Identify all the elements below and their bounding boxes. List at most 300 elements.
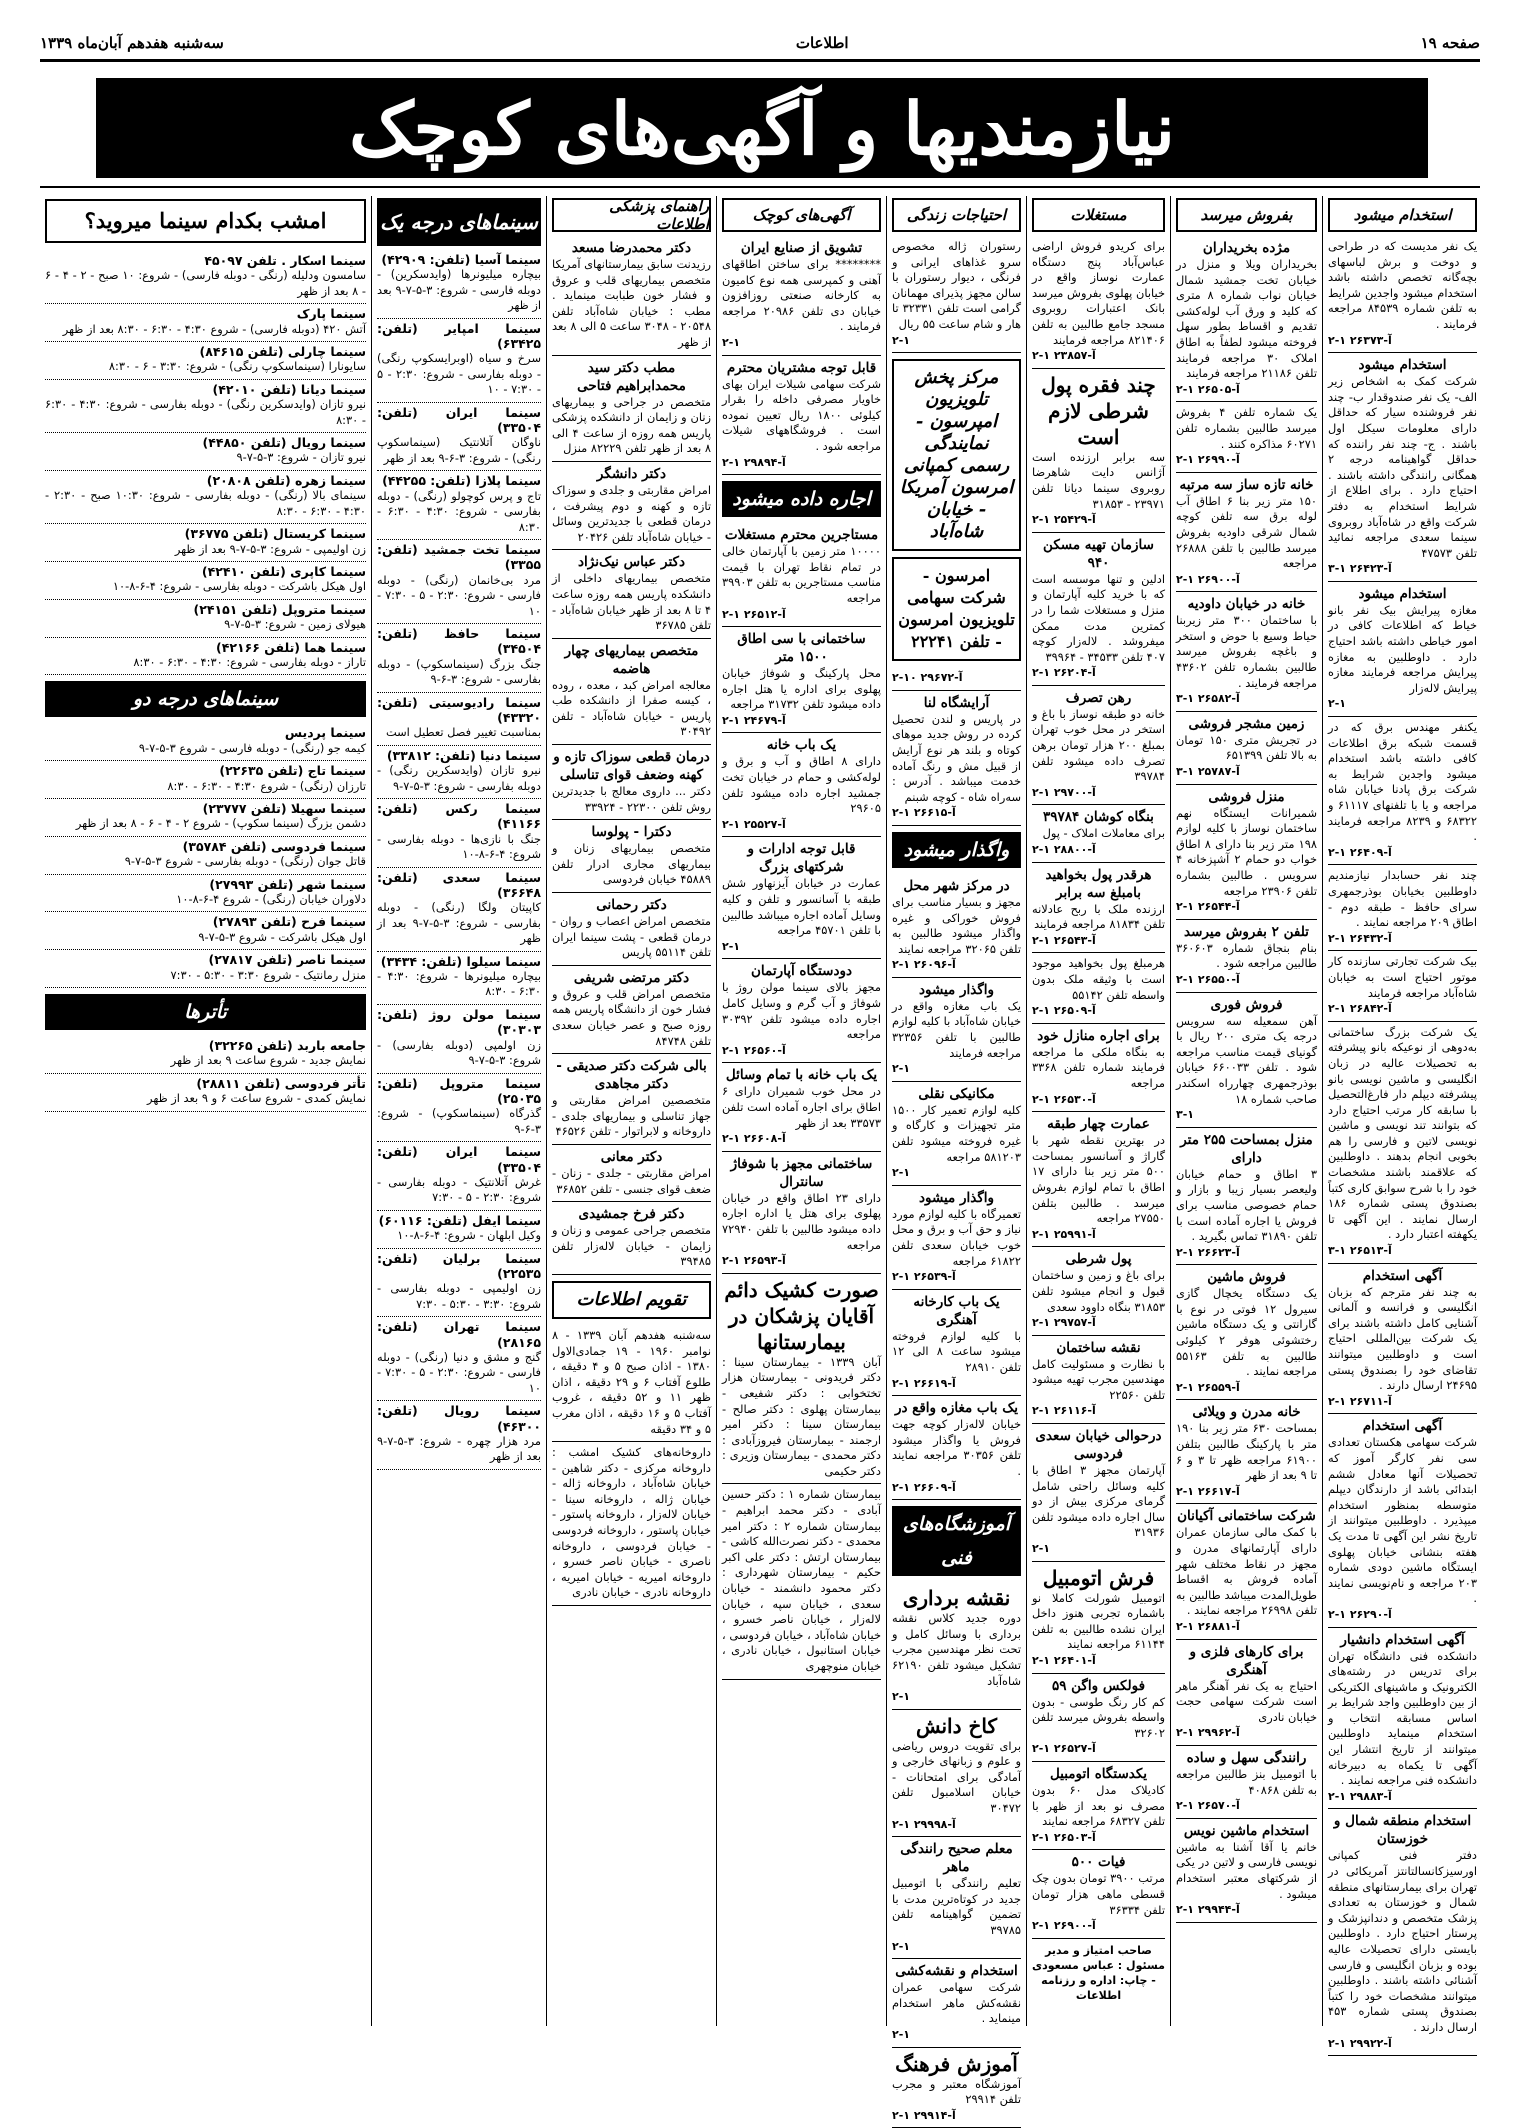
ad-title: واگذار میشود — [918, 1189, 995, 1206]
classified-ad — [892, 1082, 1021, 1186]
ad-title: برای اجاره منازل خود — [1037, 1027, 1160, 1044]
cinema-name: سینما اسکار . تلفن ۴۵۰۹۷ — [204, 253, 366, 268]
column-medical-guide — [546, 196, 716, 2026]
ad-code: ۲-۱ — [1328, 697, 1346, 711]
classified-ad — [892, 874, 1021, 978]
cinema-listing — [45, 799, 366, 837]
ad-body: دارای ۲۳ اطاق واقع در خیابان پهلوی برای هتل یا اداره اجاره داده میشود طالبین با تلفن ۷۲۹۴۰ مراجعه — [722, 1190, 881, 1252]
classified-ad — [552, 462, 711, 550]
ad-body: با نظارت و مسئولیت کامل مهندسین مجرب تهیه میشود تلفن ۲۲۵۶۰ — [1032, 1356, 1165, 1402]
ad-body: معالجه امراض کبد ، معده ، روده ، کیسه صفرا از دانشکده طب پاریس - خیابان شاه‌آباد - تلفن ۳۰۴۹۲ — [552, 677, 711, 739]
ad-title: استخدام میشود — [1358, 357, 1447, 374]
cinema-listing — [377, 868, 541, 952]
ad-code: ۲-۱ — [892, 1166, 910, 1180]
ad-code: ۲-۱ — [892, 2028, 910, 2041]
ad-code: ۲-۱ آ-۲۹۷۵۷ — [1032, 1316, 1096, 1330]
classified-ad — [1176, 1400, 1317, 1504]
ad-body: امراض مقاربتی - جلدی - زنان - ضعف قوای جنسی - تلفن ۳۶۸۵۲ — [552, 1165, 711, 1196]
ad-body: سه برابر ارزنده است آژانس دایت شاهرضا روبروی سینما دیانا تلفن ۲۳۹۷۱ - ۳۱۸۵۳ — [1032, 449, 1165, 511]
ad-body: آموزشگاه معتبر و مجرب تلفن ۲۹۹۱۴ — [892, 2076, 1021, 2107]
ad-title: دودستگاه آپارتمان — [751, 963, 852, 980]
classified-ad — [552, 1325, 711, 1442]
classified-ad — [1328, 717, 1477, 865]
cinema-listing — [45, 1036, 366, 1074]
ad-title: هرقدر پول بخواهید بامبلغ سه برابر — [1045, 866, 1152, 901]
ad-title: سازمان تهیه مسکن ۹۴۰ — [1043, 536, 1154, 571]
ad-code: ۲-۱ آ-۲۶۳۷۳ — [1328, 333, 1392, 347]
ad-body: بنام بنجاق شماره ۳۶۰۶۰۳ طالبین مراجعه شود . — [1176, 940, 1317, 971]
cinema-listing — [377, 403, 541, 472]
ad-body: امراض مقاربتی و جلدی و سوزاک تازه و کهنه و دوم پیشرفت ، درمان قطعی با جدیدترین وسائل - خیابان شاه‌آباد تلفن ۲۰۴۲۶ — [552, 482, 711, 544]
ad-body: داروخانه‌های کشیک امشب : داروخانه مرکزی - دکتر شاهین - خیابان شاه‌آباد ، داروخانه ژاله - خیابان ژاله ، داروخانه سینا - خیابان لاله‌زار ، داروخانه پاستور - خیابان پاستور ، داروخانه فردوسی - خیابان فردوسی ، داروخانه ناصری - خیابان ناصر خسرو ، داروخانه امیریه - خیابان امیریه ، داروخانه نادری - خیابان نادری — [552, 1445, 711, 1600]
column-heading: راهنمای پزشکی اطلاعات — [552, 198, 711, 232]
ad-code: ۲-۱ — [1032, 1542, 1050, 1556]
classified-ad — [722, 837, 881, 959]
ad-code: ۲-۱ آ-۲۶۹۹۰ — [1176, 453, 1240, 467]
classified-ad — [722, 523, 881, 627]
ad-code: ۲-۱ — [892, 333, 910, 347]
classified-ad — [552, 745, 711, 820]
section-heading: واگذار میشود — [892, 832, 1021, 868]
cinema-program: تاج و پرس کوچولو (رنگی) - دوبله بفارسی - شروع: ۴:۳۰ - ۶:۳۰ - ۸:۳۰ — [377, 488, 541, 534]
cinema-name: سینما سهیلا (تلفن ۲۳۷۷۷) — [202, 800, 366, 816]
ad-title: استخدام ماشین نویس — [1183, 1822, 1310, 1839]
cinema-program: گنج و مشق و دنیا (رنگی) - دوبله فارسی - شروع: ۲:۳۰ - ۵ - ۷:۳۰ - ۱۰ — [377, 1350, 541, 1395]
classified-ad — [1032, 805, 1165, 862]
ad-title: مژده بخریداران — [1202, 240, 1291, 256]
classified-ad — [552, 356, 711, 462]
ad-body: ادلین و تنها موسسه است که با خرید کلیه آپارتمان و منزل و مستغلات شما را در کمترین مدت ممکن میفروشد . لاله‌زار کوچه ۴۰۷ تلفن ۳۴۵۳۳ - ۳۹۹۶۴ — [1032, 571, 1165, 664]
classified-ad — [1176, 1128, 1317, 1266]
cinema-listing — [45, 638, 366, 676]
ad-title: صورت کشیک دائم آقایان پزشکان در بیمارستانها — [724, 1277, 879, 1354]
ad-body: برای باغ و زمین و ساختمان قبول و انجام میشود تلفن ۳۱۸۵۳ بنگاه داوود سعدی — [1032, 1268, 1165, 1314]
cinema-name: سینما سعدی (تلفن: ۳۶۶۴۸) — [377, 869, 541, 901]
classified-ad — [892, 978, 1021, 1082]
ad-columns — [40, 196, 1482, 2122]
ad-body: تعمیرگاه با کلیه لوازم مورد نیاز و حق آب و برق و محل خوب خیابان سعدی تلفن ۶۱۸۲۲ مراجعه — [892, 1206, 1021, 1268]
ad-code: ۳-۱ آ-۲۶۵۸۲ — [1176, 692, 1240, 706]
ad-code: ۲-۱ آ-۲۹۹۲۲ — [1328, 2036, 1392, 2050]
cinema-name: سینما ایران (تلفن: ۳۳۵۰۴) — [377, 404, 541, 436]
ad-body: برای کریدو فروش اراضی عباس‌آباد پنج دستگاه عمارت نوساز واقع در خیابان پهلوی بفروش میرسد بانک اعتبارات روبروی مسجد جامع طالبین به تلفن ۸۲۱۴۰۶ مراجعه فرمایند — [1032, 239, 1165, 347]
ad-code: ۲-۱ آ-۲۶۵۲۷ — [1032, 1742, 1096, 1756]
classified-ad — [892, 2048, 1021, 2128]
ad-title: برای کارهای فلزی و آهنگری — [1189, 1643, 1304, 1678]
ad-title: معلم صحیح رانندگی ماهر — [900, 1841, 1013, 1876]
classified-ad — [552, 236, 711, 356]
cinema-listing — [45, 875, 366, 913]
classified-ad — [1176, 1640, 1317, 1746]
ad-body: ۳ اطاق و حمام خیابان ولیعصر بسیار زیبا و بازار و حمام خصوصی مناسب برای فروش یا اجاره آماده است با تلفن ۳۱۸۹۰ تماس بگیرید . — [1176, 1166, 1317, 1244]
cinema-name: سینما رویال (تلفن: ۴۶۳۰۰) — [377, 1403, 541, 1434]
boxed-ad: تقویم اطلاعات — [552, 1281, 711, 1319]
ad-title: بنگاه کوشان ۳۹۷۸۴ — [1043, 809, 1154, 826]
cinema-name: سینما آسیا (تلفن: ۴۲۹۰۹) — [381, 252, 541, 267]
ad-body: آبان ۱۳۳۹ - بیمارستان سینا : دکتر فریدونی - بیمارستان هزار تختخوابی : دکتر شفیعی - بیمارستان پهلوی : دکتر صالح - بیمارستان سینا : دکتر امیر ارجمند - بیمارستان فیروزآبادی : دکتر محمدی - بیمارستان وزیری : دکتر حکیمی — [722, 1354, 881, 1478]
cinema-listing — [377, 471, 541, 540]
cinema-listing — [45, 600, 366, 638]
cinema-name: جامعه باربد (تلفن ۳۲۲۶۵) — [208, 1038, 366, 1054]
ad-code: ۲-۱ آ-۲۶۵۰۹ — [1032, 1004, 1096, 1018]
cinema-listing — [377, 1317, 541, 1401]
ad-body: شرکت سهامی هکستان تعدادی سی نفر کارگر آموز که تحصیلات آنها معادل ششم ابتدائی باشد از دارندگان دیپلم متوسطه بمنظور استخدام میپذیرد . داوطلبین میتوانند از تاریخ نشر این آگهی تا مدت یک هفته بنشانی خیابان پهلوی ایستگاه ماشین دودی شماره ۲۰۳ مراجعه و نام‌نویسی نمایند . — [1328, 1435, 1477, 1606]
ad-title: یک باب کارخانه آهنگری — [913, 1293, 1000, 1328]
ad-title: یک باب خانه با تمام وسائل — [725, 1067, 878, 1084]
classified-ad — [1176, 993, 1317, 1128]
ad-code: ۲-۱ آ-۲۶۴۰۱ — [1032, 1654, 1096, 1667]
ad-title: رانندگی سهل و ساده — [1186, 1749, 1307, 1766]
ad-title: واگذار میشود — [918, 981, 995, 998]
classified-ad — [1176, 785, 1317, 920]
cinema-name: سینما تاج (تلفن ۲۲۶۳۵) — [219, 763, 366, 779]
ad-title: آگهی استخدام — [1362, 1418, 1443, 1435]
cinema-program: مرد هزار چهره - شروع: ۳-۵-۷-۹ بعد از ظهر — [377, 1434, 541, 1464]
ad-body: دکتر ... داروی معالج با جدیدترین روش تلفن ۲۲۳۰۰ - ۳۳۹۲۴ — [552, 784, 711, 814]
classified-ad — [1032, 1850, 1165, 1938]
ad-code: ۲-۱ آ-۲۶۵۱۲ — [722, 607, 786, 621]
cinema-program: تارزان (رنگی) - شروع ۴:۳۰ - ۶:۳۰ - ۸:۳۰ — [167, 778, 366, 793]
classified-ad — [552, 1202, 711, 1275]
cinema-program: کاپیتان ولگا (رنگی) - دوبله بفارسی - شروع: ۳-۵-۷-۹ بعد از ظهر — [377, 900, 541, 946]
ad-title: یکدستگاه اتومبیل — [1049, 1765, 1148, 1782]
cinema-program: نیرو تازان - شروع: ۳-۵-۷-۹ — [236, 450, 366, 465]
classified-ad — [1032, 1562, 1165, 1674]
ad-title: آگهی استخدام — [1362, 1267, 1443, 1284]
column-first-class-cinemas — [371, 196, 546, 2026]
ad-body: ارزنده ملک با ربح عادلانه تلفن ۸۱۸۳۴ مراجعه فرمایند — [1032, 901, 1165, 932]
ad-body: خانم یا آقا آشنا به ماشین نویسی فارسی و لاتین در یکی از شرکتهای معتبر استخدام میشود . — [1176, 1839, 1317, 1901]
classified-ad — [722, 1063, 881, 1151]
ad-body: چند نفر حسابدار نیازمندیم داوطلبین بخیابان بوذرجمهری سرای حافظ - طبقه دوم - اطاق ۲۰۹ مراجعه نمایند . — [1328, 868, 1477, 930]
ad-body: کم کار رنگ طوسی - بدون واسطه بفروش میرسد تلفن ۳۲۶۰۲ — [1032, 1694, 1165, 1740]
classified-ad — [552, 893, 711, 966]
classified-ad — [1328, 1809, 1477, 2056]
cinema-listing — [45, 761, 366, 799]
cinema-program: آتش ۴۲۰ (دوبله فارسی) - شروع ۴:۳۰ - ۶:۳۰ - ۸:۳۰ بعد از ظهر — [62, 321, 366, 336]
ad-body: کادیلاک مدل ۶۰ بدون مصرف نو بعد از ظهر با تلفن ۶۸۳۲۷ مراجعه نمایند — [1032, 1782, 1165, 1829]
classified-ad — [722, 627, 881, 733]
ad-code: ۲-۱ آ-۲۹۹۶۲ — [1176, 1726, 1240, 1740]
ad-code: ۲-۱ آ-۲۴۶۷۹ — [722, 713, 786, 727]
ad-body: به چند نفر مترجم که بزبان انگلیسی و فرانسه و آلمانی آشنایی کامل داشته باشند برای یک شرکت بین‌المللی احتیاج است و داوطلبین میتوانند تقاضای خود را بصندوق پستی ۲۴۶۹۵ ارسال دارند . — [1328, 1284, 1477, 1393]
classified-ad — [892, 1959, 1021, 2047]
column-heading: بفروش میرسد — [1176, 198, 1317, 232]
section-heading: تأترها — [45, 994, 366, 1030]
ad-title: نقشه ساختمان — [1056, 1339, 1141, 1356]
cinema-listing — [377, 952, 541, 1005]
column-heading: احتیاجات زندگی — [892, 198, 1021, 232]
ad-title: درحوالی خیابان سعدی فردوسی — [1035, 1428, 1162, 1463]
ad-body: شرکت سهامی عمران نقشه‌کش ماهر استخدام مینماید . — [892, 1980, 1021, 2026]
ad-body: در پاریس و لندن تحصیل کرده در روش جدید موهای کوتاه و بلند هر نوع آرایش از قبیل مش و رنگ آماده خدمت میباشد . آدرس : سه‌راه شاه - کوچه شبنم — [892, 711, 1021, 804]
cinema-name: سینما چارلی (تلفن ۸۴۶۱۵) — [199, 344, 366, 360]
cinema-listing — [377, 1249, 541, 1318]
cinema-name: سینما امپایر (تلفن: ۶۳۴۲۵) — [377, 320, 541, 352]
ad-code: ۲-۱ آ-۲۹۹۹۸ — [892, 1817, 956, 1831]
classified-ad — [722, 356, 881, 476]
classified-ad — [1328, 582, 1477, 717]
ad-code: ۲-۱ — [722, 335, 740, 349]
cinema-name: تأتر فردوسی (تلفن ۲۸۸۱۱) — [196, 1075, 366, 1091]
ad-title: فرش اتومبیل — [1042, 1565, 1155, 1590]
ad-body: عمارت در خیابان آیزنهاور شش طبقه با آسانسور و تلفن و کلیه وسایل آماده اجاره میباشد طالبین با تلفن ۴۵۷۰۱ مراجعه — [722, 876, 881, 938]
ad-title: خانه مدرن و ویلائی — [1192, 1404, 1301, 1421]
cinema-guide-title: امشب بکدام سینما میروید؟ — [45, 199, 366, 243]
cinema-name: سینما متروپل (تلفن: ۲۵۰۳۵) — [377, 1075, 541, 1106]
ad-body: برای معاملات املاک - پول — [1042, 826, 1165, 841]
header-divider — [40, 59, 1480, 62]
ad-code: ۲-۱ آ-۲۶۴۰۹ — [1328, 845, 1392, 859]
ad-title: دکتر دانشگر — [596, 465, 667, 482]
section-heading: آموزشگاه‌های فنی — [892, 1506, 1021, 1576]
cinema-program: ناوگان آتلانتیک (سینماسکوپ رنگی) - شروع: ۳-۶-۹ بعد از ظهر — [377, 435, 541, 465]
ad-code: ۲-۱ آ-۲۶۵۳۹ — [892, 1270, 956, 1284]
cinema-name: سینما متروپل (تلفن ۲۴۱۵۱) — [193, 601, 366, 617]
ad-body: یکنفر مهندس برق که در قسمت شبکه برق اطلاعات کافی داشته باشد استخدام میشود واجدین شرایط به شرکت برق پادنا خیابان شاه مراجعه و یا با تلفنهای ۶۱۱۱۷ و ۶۸۳۲۲ و ۸۲۳۹ مراجعه فرمایند . — [1328, 720, 1477, 844]
classified-ad — [1328, 865, 1477, 951]
cinema-name: سینما رادیوسیتی (تلفن: ۴۳۳۲۰) — [377, 694, 541, 725]
column-living-needs — [886, 196, 1026, 2122]
ad-title: چند فقره پول شرطی لازم است — [1041, 372, 1156, 449]
classified-ad — [892, 236, 1021, 353]
ad-code: ۲-۱ آ-۲۹۹۴۴ — [1176, 1903, 1240, 1917]
ad-title: دکتر مرتضی شریفی — [573, 969, 690, 986]
ad-body: دفتر فنی کمپانی اورسیزکانسالتانتز آمریکائی در تهران برای بیمارستانهای منطقه شمال و خوزستان به تعدادی پزشک متخصص و دندانپزشک و پرستار احتیاج دارد . داوطلبین بایستی دارای تحصیلات عالیه بوده و بزبان انگلیسی و فارسی آشنائی داشته باشند . داوطلبین میتوانند مشخصات خود را کتباً بصندوق پستی شماره ۴۵۳ ارسال دارند . — [1328, 1848, 1477, 2034]
ad-body: آهن سمعیله سه سرویس درجه یک متری ۲۰۰ ریال با گونیای قیمت مناسب مراجعه شود . تلفن ۶۶۰۰۳۳ خیابان بوذرجمهری چهارراه اسکندر صاحب شماره ۱۸ — [1176, 1013, 1318, 1106]
cinema-program: دشمن بزرگ (سینما سکوپ) - شروع ۲ - ۴ - ۶ - ۸ بعد از ظهر — [75, 816, 366, 831]
ad-title: متخصص بیماریهای چهار هاضمه — [564, 642, 699, 677]
ad-code: ۲-۱ آ-۲۶۵۷۰ — [1176, 1799, 1240, 1813]
ad-title: تلفن ۲ بفروش میرسد — [1184, 923, 1309, 940]
cinema-listing — [377, 250, 541, 319]
ad-code: ۲-۱ آ-۲۶۶۰۸ — [722, 1132, 786, 1146]
classified-ad — [1176, 402, 1317, 472]
boxed-ad: امرسون - شرکت سهامی تلویزیون امرسون - تلفن ۲۲۲۴۱ — [892, 557, 1021, 661]
ad-title: فیات ۵۰۰ — [1071, 1854, 1126, 1871]
ad-title: آرایشگاه لنا — [923, 694, 990, 711]
cinema-program: نیرو تازان (وایدسکرین رنگی) - دوبله بفارسی - شروع: ۳-۵-۷-۹ — [377, 763, 541, 793]
classified-ad — [1176, 1504, 1317, 1639]
ad-title: دکتر محمدرضا مسعد — [571, 240, 692, 256]
ad-body: در تجریش متری ۱۵۰ تومان به بالا تلفن ۶۵۱۳۹۹ — [1176, 732, 1317, 763]
ad-title: در مرکز شهر محل — [903, 877, 1010, 894]
ad-body: دانشکده فنی دانشگاه تهران برای تدریس در رشته‌های الکترونیک و ماشینهای الکتریکی از بین داوطلبین واجد شرایط بر اساس مسابقه انتخاب و استخدام مینماید داوطلبین میتوانند از تاریخ انتشار این آگهی تا یکماه به دبیرخانه دانشکده فنی مراجعه نمایند . — [1328, 1648, 1477, 1788]
classified-ad — [1176, 1746, 1317, 1819]
cinema-listing — [377, 746, 541, 799]
ad-body: محل پارکینگ و شوفاژ خیابان پهلوی برای اداره یا هتل اجاره داده میشود تلفن ۳۱۷۳۲ مراجعه — [722, 666, 881, 712]
ad-code: ۲-۱ آ-۲۳۸۵۷ — [1032, 349, 1096, 363]
ad-body: دارای ۸ اطاق و آب و برق و لوله‌کشی و حمام در خیابان تخت جمشید اجاره داده میشود تلفن ۲۹۶۰۵ — [722, 754, 881, 816]
cinema-name: سینما کاپری (تلفن ۴۲۴۱۰) — [201, 563, 366, 579]
ad-title: منزل بمساحت ۲۵۵ متر دارای — [1180, 1131, 1313, 1166]
ad-code: ۲-۱ آ-۲۶۲۹۰ — [1328, 1607, 1392, 1621]
ad-code: ۲-۱ — [892, 1062, 910, 1076]
ad-body: اتومبیل شورلت کاملا نو باشماره تجربی هنوز داخل ایران نشده طالبین به تلفن ۶۱۱۴۴ مراجعه نمایند — [1032, 1590, 1165, 1652]
ad-title: فروش ماشین — [1207, 1269, 1286, 1286]
ad-title: ساختمانی با سی اطاق ۱۵۰۰ متر — [737, 631, 866, 666]
classified-ad — [722, 733, 881, 837]
ad-body: مرتب ۳۹۰۰ تومان بدون چک قسطی ماهی هزار تومان تلفن ۳۶۳۳۴ — [1032, 1871, 1165, 1917]
ad-body: احتیاج به یک نفر آهنگر ماهر است شرکت سهامی حجت خیابان نادری — [1176, 1678, 1317, 1724]
cinema-program: سینمای بالا (رنگی) - دوبله بفارسی - شروع: ۱۰:۳۰ صبح - ۲:۳۰ - ۴:۳۰ - ۶:۳۰ - ۸:۳۰ — [45, 488, 366, 518]
page-banner: نیازمندیها و آگهی‌های کوچک — [96, 78, 1428, 178]
ad-title: خانه در خیابان داودیه — [1187, 596, 1306, 613]
ad-body: کلیه لوازم تعمیر کار ۱۵۰۰ متر تجهیزات و کارگاه و غیره فروخته میشود تلفن ۵۸۱۲۰۳ مراجعه — [892, 1102, 1021, 1164]
cinema-name: سینما ایران (تلفن: ۳۳۵۰۴) — [377, 1144, 541, 1175]
cinema-listing — [377, 799, 541, 868]
classified-ad — [552, 1145, 711, 1202]
cinema-name: سینما تهران (تلفن: ۲۸۱۶۵) — [377, 1319, 541, 1350]
ad-code: ۲-۱ آ-۲۶۶۱۷ — [1176, 1484, 1240, 1498]
classified-ad — [1328, 1628, 1477, 1810]
ad-body: خانه دو طبقه نوساز با باغ و استخر در محل خوب تهران بمبلغ ۲۰۰ هزار تومان برهن تصرف داده میشود تلفن ۳۹۷۸۴ — [1032, 706, 1165, 784]
classified-ad — [1032, 863, 1165, 954]
ad-code: ۲-۱ آ-۲۶۵۳۰ — [1032, 1092, 1096, 1106]
ad-code: ۲-۱ آ-۲۹۸۸۳ — [1328, 1789, 1392, 1803]
cinema-program: جنگ با نازی‌ها - دوبله بفارسی - شروع: ۴-۶-۸-۱۰ — [377, 831, 541, 862]
cinema-program: منزل رمانتیک - شروع ۳:۳۰ - ۵:۳۰ - ۷:۳۰ — [170, 967, 366, 982]
ad-title: مستاجرین محترم مستغلات — [724, 527, 879, 544]
classified-ad — [722, 1274, 881, 1485]
ad-title: درمان قطعی سوزاک تازه و کهنه وضعف قوای تناسلی — [553, 749, 710, 784]
ad-body: بمساحت ۶۳۰ متر زیر بنا ۱۹۰ متر با پارکینگ طالبین بتلفن ۶۱۹۰۰ مراجعه ظهر تا ۳ و ۶ تا ۹ بعد از ظهر — [1176, 1421, 1318, 1483]
classified-ad — [1032, 369, 1165, 533]
cinema-listing — [45, 837, 366, 875]
ad-body: تعلیم رانندگی با اتومبیل جدید در کوتاه‌ترین مدت با تضمین گواهینامه تلفن ۳۹۷۸۵ — [892, 1876, 1021, 1938]
ad-body: با اتومبیل بنز طالبین مراجعه به تلفن ۴۰۸۶۸ — [1176, 1766, 1317, 1797]
cinema-name: سینما مولن روژ (تلفن: ۳۰۳۰۳) — [377, 1006, 541, 1038]
ad-title: یک باب مغازه واقع در — [894, 1400, 1019, 1417]
column-real-estate — [1026, 196, 1170, 2026]
cinema-program: هیولای زمین - شروع: ۳-۵-۷-۹ — [224, 617, 366, 632]
ad-body: متخصص بیماریهای زنان و بیماریهای مجاری ادرار تلفن ۴۵۸۸۹ خیابان فردوسی — [552, 841, 711, 887]
cinema-program: گذرگاه (سینماسکوپ) - شروع: ۳-۶-۹ — [377, 1106, 541, 1136]
ad-title: تشویق از صنایع ایران — [740, 240, 863, 256]
cinema-name: سینما دیانا (تلفن ۴۲۰۱۰) — [212, 381, 366, 397]
ad-body: ۱۵۰ متر زیر بنا ۶ اطاق آب لوله برق سه تلفن کوچه شمال شرقی داودیه بفروش میرسد طالبین با تلفن ۲۶۸۸۸ مراجعه — [1176, 493, 1318, 571]
ad-title: پول شرطی — [1065, 1251, 1132, 1268]
classified-ad — [1328, 1264, 1477, 1415]
ad-body: بخریداران ویلا و منزل در خیابان تخت جمشید شمال خیابان نواب شماره ۸ متری که کلید و ورق آب لوله‌کشی تقدیم و اقساط بطور سهل فروخته میشود لطفاً به اطاق املاک ۳۰ مراجعه فرمایند تلفن ۲۱۱۸۶ مراجعه فرمایند — [1176, 257, 1317, 381]
ad-code: ۲-۱ آ-۲۶۰۹۶ — [892, 958, 956, 972]
banner-divider — [40, 186, 1480, 188]
cinema-listing — [45, 471, 366, 524]
column-small-ads — [716, 196, 886, 2026]
ad-body: با کمک مالی سازمان عمران دارای آپارتمانهای مدرن و مجهز در نقاط مختلف شهر آماده فروش به اقساط طویل‌المدت میباشد طالبین به تلفن ۲۶۹۹۸ مراجعه نمایند . — [1176, 1525, 1317, 1618]
ad-code: ۲-۱ آ-۲۹۸۹۴ — [722, 455, 786, 469]
cinema-program: سایونارا (سینماسکوپ رنگی) - شروع: ۳:۳۰ - ۶ - ۸:۳۰ — [108, 359, 366, 374]
classified-ad — [1176, 920, 1317, 993]
ad-body: دوره جدید کلاس نقشه برداری با وسائل کامل و تحت نظر مهندسین مجرب تشکیل میشود تلفن ۶۲۱۹۰ شاه‌آباد — [892, 1611, 1021, 1688]
cinema-program: زن اولمپی (دوبله بفارسی) - شروع: ۳-۵-۷-۹ — [377, 1037, 541, 1068]
cinema-listing — [377, 624, 541, 693]
ad-body: ******** برای ساختن اطاقهای آهنی و کمپرسی همه نوع کامیون به کارخانه صنعتی روزافزون خیابان دی تلفن ۲۰۹۸۶ مراجعه فرمایند . — [722, 257, 881, 334]
cinema-program: نمایش جدید - شروع ساعت ۹ بعد از ظهر — [170, 1053, 366, 1068]
cinema-name: سینما فرح (تلفن ۲۷۸۹۳) — [212, 914, 366, 930]
ad-body: یک نفر مدیست که در طراحی و دوخت و برش لباسهای بچه‌گانه تخصص داشته باشد استخدام میشود واجدین شرایط به تلفن شماره ۸۴۵۳۹ مراجعه فرمایند . — [1328, 239, 1477, 331]
ad-title: استخدام منطقه شمال و خوزستان — [1333, 1813, 1472, 1848]
ad-code: ۲-۱۰ آ-۲۹۶۷۲ — [892, 671, 963, 685]
ad-code: ۳-۱ آ-۲۶۴۲۳ — [1328, 562, 1392, 576]
classified-ad — [1176, 1265, 1317, 1400]
ad-body: متخصص امراض قلب و عروق و فشار خون از دانشگاه پاریس همه روزه صبح و عصر خیابان سعدی تلفن ۸۴۷۴۸ — [552, 986, 711, 1048]
classified-ad — [1032, 1112, 1165, 1247]
section-heading: اجاره داده میشود — [722, 481, 881, 517]
cinema-listing — [377, 1005, 541, 1074]
cinema-program: وکیل ابلهان - شروع: ۴-۶-۸-۱۰ — [397, 1228, 541, 1243]
classified-ad — [722, 1152, 881, 1274]
cinema-program: بیچاره میلیونرها - شروع: ۴:۳۰ - ۶:۳۰ - ۸:۳۰ — [377, 969, 541, 999]
ad-title: کاخ دانش — [915, 1713, 997, 1738]
ad-code: ۲-۱ آ-۲۶۹۰۰ — [1176, 572, 1240, 586]
ad-code: ۲-۱ آ-۲۶۵۵۰ — [1176, 972, 1240, 986]
ad-body: مغازه پیرایش بیک نفر بانو خیاط که اطلاعات کافی در امور خیاطی داشته باشد احتیاج دارد . داوطلبین به مغازه پیرایش مراجعه فرمایند مغازه پیرایش لاله‌زار — [1328, 602, 1477, 695]
classified-ad — [1032, 1424, 1165, 1562]
classified-ad — [1032, 1762, 1165, 1850]
ad-title: زمین مشجر فروشی — [1188, 715, 1305, 732]
ad-code: ۲-۱ آ-۲۶۶۱۵ — [892, 806, 956, 820]
ad-body: متخصص در جراحی و بیماریهای زنان و زایمان از دانشکده پزشکی پاریس همه روزه از ساعت ۴ الی ۸ بعد از ظهر تلفن ۸۲۲۲۹ منزل — [552, 394, 711, 456]
ad-body: آپارتمان مجهز ۳ اطاق با کلیه وسائل راحتی شامل گرمای مرکزی بیش از دو سال اجاره داده میشود تلفن ۳۱۹۳۶ — [1032, 1463, 1165, 1540]
cinema-listing — [377, 540, 541, 624]
ad-title: بالی شرکت دکتر صدیقی - دکتر مجاهدی — [556, 1058, 707, 1093]
classified-ad — [552, 550, 711, 638]
ad-code: ۲-۱ آ-۲۶۹۰۰ — [1032, 1919, 1096, 1933]
ad-code: ۳-۱ آ-۲۵۷۸۷ — [1176, 765, 1240, 779]
classified-ad — [1328, 1022, 1477, 1264]
ad-body: سه‌شنبه هفدهم آبان ۱۳۳۹ - ۸ نوامبر ۱۹۶۰ - ۱۹ جمادی‌الاول ۱۳۸۰ - اذان صبح ۵ و ۴ دقیقه ، طلوع آفتاب ۶ و ۲۹ دقیقه ، اذان ظهر ۱۱ و ۵۲ دقیقه ، غروب آفتاب ۵ و ۱۶ دقیقه ، اذان مغرب ۵ و ۳۴ دقیقه — [552, 1327, 711, 1436]
classified-ad — [1032, 1024, 1165, 1112]
cinema-listing — [377, 693, 541, 746]
classified-ad — [552, 966, 711, 1054]
ad-body: یک شرکت بزرگ ساختمانی به‌دوهی از نوعیکه بانو پیشرفته به تحصیلات عالیه در زبان انگلیسی و ماشین نویسی بانو پیشرفته دیپلم دار فارغ‌التحصیل با سابقه کار مرتب احتیاج دارد که بتوانند تند نویسی و ماشین نویسی لاتین و فارسی را هم بخوبی انجام بدهند . داوطلبین که علاقمند باشند مشخصات خود را با شرح سوابق کاری کتباً بصندوق پستی شماره ۱۸۶ ارسال نمایند . این آگهی تا یکهفته اعتبار دارد . — [1328, 1024, 1477, 1242]
ad-body: هرمبلغ پول بخواهید موجود است با وثیقه ملک بدون واسطه تلفن ۵۵۱۴۲ — [1032, 956, 1165, 1002]
cinema-name: سینما زهره (تلفن ۲۰۸۰۸) — [206, 472, 366, 488]
classified-ad — [1032, 1247, 1165, 1335]
classified-ad — [1176, 712, 1317, 785]
classified-ad — [722, 236, 881, 356]
cinema-name: سینما رکس (تلفن: ۴۱۱۶۶) — [377, 801, 541, 832]
cinema-name: سینما حافظ (تلفن: ۳۴۵۰۴) — [377, 625, 541, 657]
classified-ad — [1328, 353, 1477, 582]
cinema-name: سینما تخت جمشید (تلفن: ۳۳۵۵) — [377, 541, 541, 573]
cinema-listing — [45, 562, 366, 600]
cinema-listing — [45, 380, 366, 433]
header-page-number: صفحه ۱۹ — [1420, 34, 1480, 52]
ad-title: آموزش فرهنگ — [895, 2051, 1018, 2076]
ad-body: یک باب مغازه واقع در خیابان شاه‌آباد با کلیه لوازم طالبین با تلفن ۳۲۳۵۶ مراجعه فرمایند — [892, 998, 1021, 1060]
ad-code: ۲-۱ آ-۲۶۵۰۳ — [1032, 1830, 1096, 1844]
ad-code: ۲-۱ آ-۲۵۴۲۹ — [1032, 513, 1096, 527]
ad-body: متخصصین امراض مقاربتی و جهاز تناسلی و بیماریهای جلدی - داروخانه و لابراتوار - تلفن ۴۶۵۲۶ — [552, 1093, 711, 1139]
section-heading: سینماهای درجه دو — [45, 681, 366, 717]
classified-ad — [1328, 1414, 1477, 1627]
ad-code: ۲-۱ آ-۲۵۵۲۷ — [722, 817, 786, 831]
ad-title: ساختمانی مجهز با شوفاژ سانترال — [730, 1155, 873, 1190]
classified-ad — [552, 1442, 711, 1606]
ad-code: ۲-۱ آ-۲۶۵۴۴ — [1176, 900, 1240, 914]
ad-title: استخدام میشود — [1358, 585, 1447, 602]
cinema-listing — [45, 342, 366, 380]
classified-ad — [1176, 473, 1317, 593]
ad-code: ۲-۱ آ-۲۶۸۴۲ — [1328, 1002, 1392, 1016]
cinema-program: کیمه جو (رنگی) - دوبله فارسی - شروع ۳-۵-۷-۹ — [138, 740, 366, 755]
cinema-program: نیرو تازان (وایدسکرین رنگی) - دوبله بفارسی - شروع: ۴:۳۰ - ۶:۳۰ - ۸:۳۰ — [45, 397, 366, 427]
ad-title: آگهی استخدام دانشیار — [1340, 1631, 1465, 1648]
cinema-name: سینما هما (تلفن ۴۲۱۶۶) — [216, 639, 366, 655]
cinema-name: سینما سیلوا (تلفن: ۳۴۳۴) — [380, 953, 541, 969]
